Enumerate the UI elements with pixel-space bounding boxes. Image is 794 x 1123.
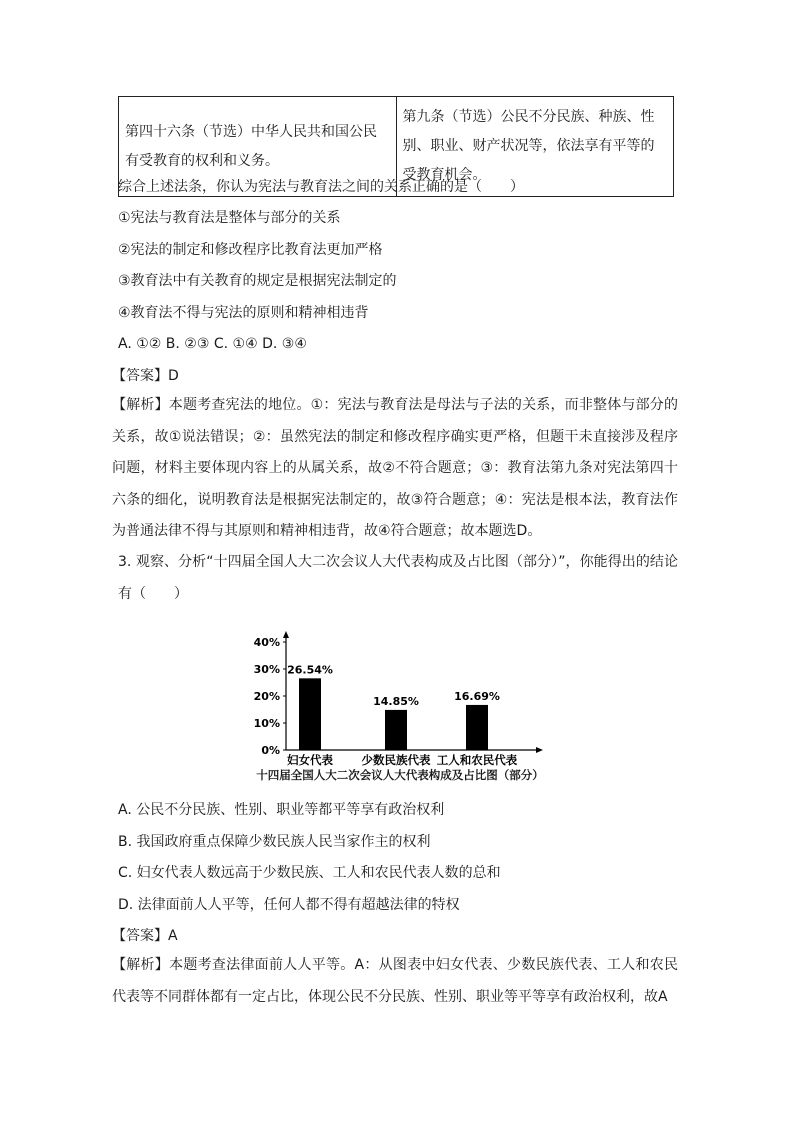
- bar-2: [385, 710, 407, 750]
- question-2-stem: 综合上述法条，你认为宪法与教育法之间的关系正确的是（ ）: [118, 179, 524, 195]
- y-axis-arrow: [283, 631, 289, 638]
- y-tick-label: 0%: [261, 744, 280, 757]
- choice-b: B. ②③: [165, 336, 210, 352]
- y-tick-label: 40%: [253, 636, 280, 649]
- bar-value-label: 16.69%: [454, 689, 500, 703]
- bar-3: [466, 705, 488, 750]
- question-2-choices: [118, 334, 307, 354]
- choice-a: A. ①②: [118, 336, 162, 352]
- y-tick-label: 10%: [253, 717, 280, 730]
- choice-d: D. ③④: [262, 336, 307, 352]
- bar-value-label: 14.85%: [373, 694, 419, 708]
- question-3-stem: 3. 观察、分析“十四届全国人大二次会议人大代表构成及占比图（部分）”，你能得出的结论有（ ）: [118, 554, 678, 602]
- delegate-composition-chart: [250, 628, 550, 788]
- choice-c: C. ①④: [213, 336, 258, 352]
- education-law-article-cell: 第九条（节选）公民不分民族、种族、性别、职业、财产状况等，依法享有平等的受教育机会。: [396, 97, 674, 197]
- question-3-answer: 【答案】A: [112, 928, 178, 944]
- category-label: 少数民族代表: [361, 753, 431, 767]
- statement-2: ②宪法的制定和修改程序比教育法更加严格: [118, 242, 383, 258]
- statement-4: ④教育法不得与宪法的原则和精神相违背: [118, 305, 369, 321]
- option-b: B. 我国政府重点保障少数民族人民当家作主的权利: [118, 834, 431, 850]
- question-2-analysis: 【解析】本题考查宪法的地位。①：宪法与教育法是母法与子法的关系，而非整体与部分的关系，故①说法错误；②：虽然宪法的制定和修改程序确实更严格，但题干未直接涉及程序问题，材料主要体现内容上的从属关系，故②不符合题意；③：教育法第九条对宪法第四十六条的细化，说明教育法是根据宪法制定的，故③符合题意；④：宪法是根本法，教育法作为普通法律不得与其原则和精神相违背，故④符合题意；故本题选D。: [112, 397, 678, 539]
- x-axis-arrow: [536, 747, 543, 753]
- chart-title: 十四届全国人大二次会议人大代表构成及占比图（部分）: [256, 768, 544, 782]
- constitution-article-cell: 第四十六条（节选）中华人民共和国公民有受教育的权利和义务。: [119, 97, 397, 197]
- question-3-analysis: 【解析】本题考查法律面前人人平等。A：从图表中妇女代表、少数民族代表、工人和农民代表等不同群体都有一定占比，体现公民不分民族、性别、职业等平等享有政治权利，故A: [112, 957, 678, 1005]
- statement-1: ①宪法与教育法是整体与部分的关系: [118, 210, 341, 226]
- category-label: 妇女代表: [287, 753, 333, 767]
- bar-value-label: 26.54%: [287, 663, 333, 677]
- category-label: 工人和农民代表: [436, 753, 518, 767]
- option-c: C. 妇女代表人数远高于少数民族、工人和农民代表人数的总和: [118, 865, 501, 881]
- y-tick-label: 20%: [253, 690, 280, 703]
- statement-3: ③教育法中有关教育的规定是根据宪法制定的: [118, 273, 397, 289]
- option-d: D. 法律面前人人平等，任何人都不得有超越法律的特权: [118, 897, 460, 913]
- option-a: A. 公民不分民族、性别、职业等都平等享有政治权利: [118, 802, 445, 818]
- bar-1: [299, 678, 321, 750]
- y-tick-label: 30%: [253, 663, 280, 676]
- question-2-answer: 【答案】D: [112, 368, 179, 384]
